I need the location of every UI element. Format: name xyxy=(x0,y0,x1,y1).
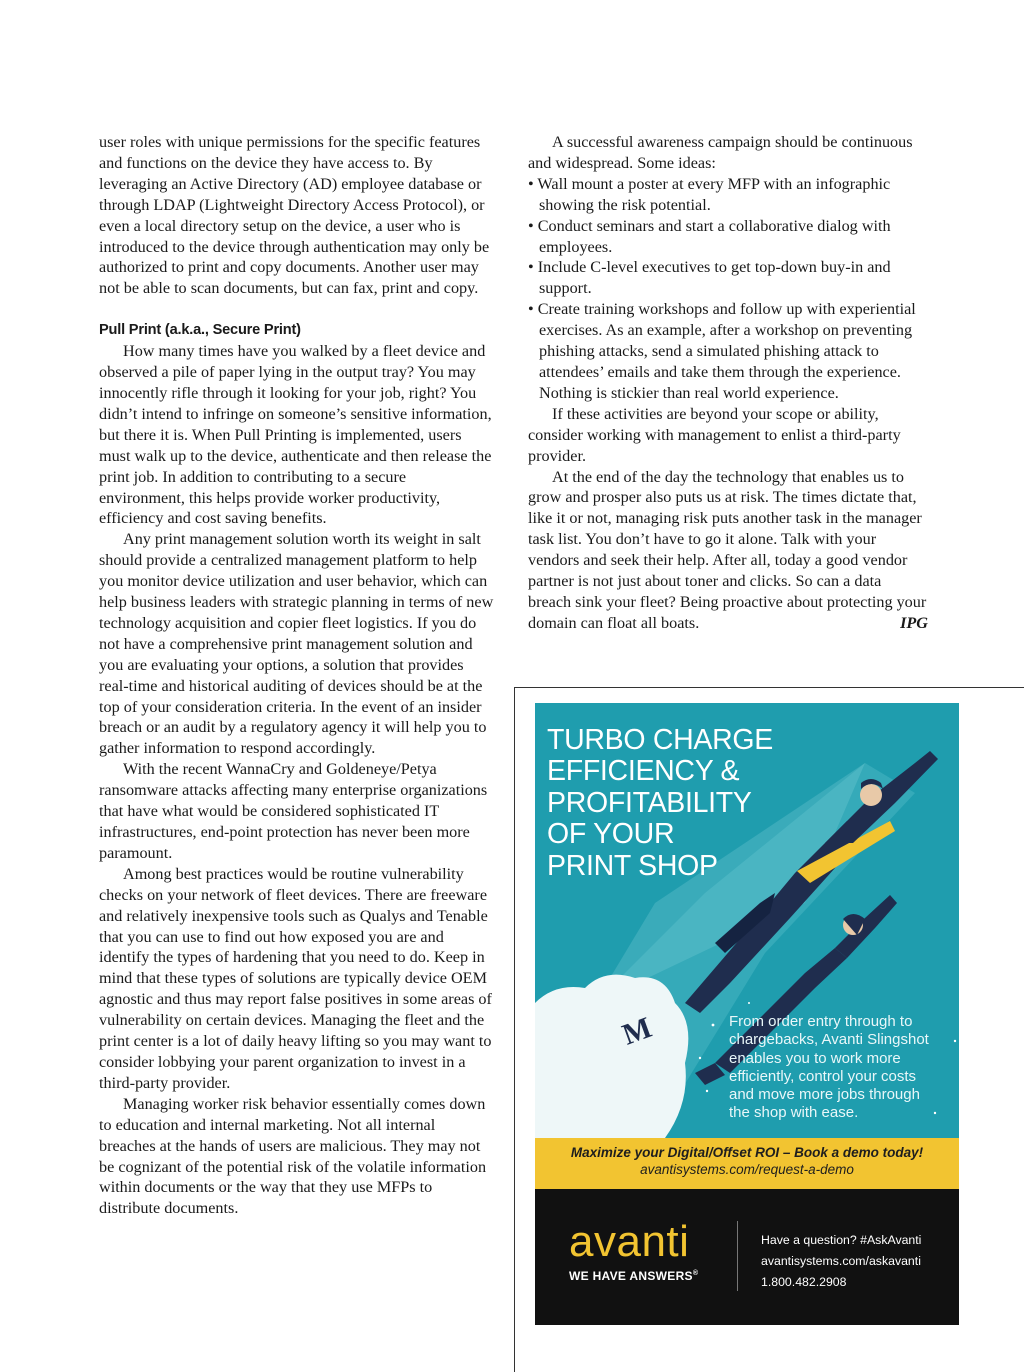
trademark-symbol: ® xyxy=(692,1270,699,1277)
ad-cta-url[interactable]: avantisystems.com/request-a-demo xyxy=(640,1162,854,1177)
contact-phone[interactable]: 1.800.482.2908 xyxy=(761,1275,847,1289)
ad-headline xyxy=(547,725,773,882)
paragraph: Among best practices would be routine vulnerability checks on your network of fleet devices. There are freeware and relatively inexpensive tools such as Qualys and Tenable that you can use to find out how exposed you are and identify the types of hardening that you need to do. Keep in mind that these types of solutions are typically device OEM agnostic and thus may report false positives in some areas of vulnerability on certain devices. Managing the fleet and the print center is a lot of daily heavy lifting so you may want to consider lobbying your parent organization to invest in a third-party provider. xyxy=(99,864,492,1092)
paragraph: With the recent WannaCry and Goldeneye/Petya ransomware attacks affecting many enterprise organizations that have what would be considered sophisticated IT infrastructures, end-point protection has never been more paramount. xyxy=(99,760,488,862)
headline-line: EFFICIENCY & xyxy=(547,755,740,788)
headline-line: TURBO CHARGE xyxy=(547,724,774,756)
avanti-logo: avanti xyxy=(569,1217,690,1266)
ad-frame-top-rule xyxy=(514,687,1024,688)
ad-body-text: From order entry through to chargebacks, Avanti Slingshot enables you to work more efficiently, control your costs and move more jobs through the shop with ease. xyxy=(729,1013,929,1122)
section-heading: Pull Print (a.k.a., Secure Print) xyxy=(99,322,301,339)
ad-cta-banner[interactable] xyxy=(535,1138,959,1189)
bullet-item: • Create training workshops and follow up with experiential exercises. As an example, after a workshop on preventing phishing attacks, send a simulated phishing attack to attendees’ emails and take them through the experience. Nothing is stickier than real world experience. xyxy=(528,300,916,402)
paragraph: Any print management solution worth its weight in salt should provide a centralized management platform to help you monitor device utilization and user behavior, which can help business leaders with strategic planning in terms of new technology acquisition and copier fleet logistics. If you do not have a comprehensive print management solution and you are evaluating your options, a solution that provides real-time and historical auditing of devices should be at the top of your consideration criteria. In the event of an insider breach or an audit by a regulatory agency it will help you to gather information to respond accordingly. xyxy=(99,530,494,758)
ad-hero xyxy=(535,703,959,1138)
closing-text: At the end of the day the technology that enables us to grow and prosper also puts us at risk. The times dictate that, like it or not, managing risk puts another task in the manager task list. You don’t have to go it alone. Talk with your vendors and seek their help. After all, today a good vendor partner is not just about toner and clicks. So can a data breach sink your fleet? Being proactive about protecting your domain can float all boats. xyxy=(528,467,927,632)
headline-line: PRINT SHOP xyxy=(547,849,718,882)
headline-line: PROFITABILITY xyxy=(547,786,752,819)
paragraph-closing xyxy=(528,467,928,634)
avanti-advertisement[interactable] xyxy=(535,703,959,1325)
paragraph: A successful awareness campaign should be continuous and widespread. Some ideas: xyxy=(528,133,913,172)
rocket-glyph: M xyxy=(618,1010,657,1052)
cloud-shape xyxy=(535,975,688,1138)
signoff: IPG xyxy=(900,613,928,632)
paragraph: Managing worker risk behavior essentially comes down to education and internal marketing. Not all internal breaches at the hands of users are malicious. They may not be cognizant of the potential risk of the volatile information within documents or the way that they use MFPs to distribute documents. xyxy=(99,1094,487,1218)
ad-frame-left-rule xyxy=(514,687,515,1372)
contact-url[interactable]: avantisystems.com/askavanti xyxy=(761,1254,921,1268)
paragraph: If these activities are beyond your scope or ability, consider working with management to enlist a third-party provider. xyxy=(528,404,901,465)
left-column xyxy=(99,132,494,1219)
ad-cta-headline: Maximize your Digital/Offset ROI – Book a demo today! xyxy=(570,1145,924,1160)
tagline-text: WE HAVE ANSWERS xyxy=(569,1269,693,1283)
ad-footer xyxy=(535,1189,959,1325)
avanti-tagline xyxy=(569,1269,698,1283)
ad-contact-block xyxy=(761,1230,921,1293)
contact-question: Have a question? #AskAvanti xyxy=(761,1233,922,1247)
right-column xyxy=(528,132,928,634)
bullet-item: • Wall mount a poster at every MFP with an infographic showing the risk potential. xyxy=(528,174,891,214)
paragraph: How many times have you walked by a fleet device and observed a pile of paper lying in the output tray? You may innocently rifle through it looking for your job, right? You didn’t intend to infringe on someone’s sensitive information, but there it is. When Pull Printing is implemented, users must walk up to the device, authenticate and then release the print job. In addition to contributing to a secure environment, this helps provide worker productivity, efficiency and cost saving benefits. xyxy=(99,342,492,528)
footer-divider xyxy=(737,1221,738,1291)
bullet-item: • Include C-level executives to get top-down buy-in and support. xyxy=(528,258,891,298)
paragraph: user roles with unique permissions for the specific features and functions on the device they have access to. By leveraging an Active Directory (AD) employee database or through LDAP (Lightweight Directory Access Protocol), or even a local directory setup on the device, a user who is introduced to the device through authentication may only be authorized to print and copy documents. Another user may not be able to scan documents, but can fax, print and copy. xyxy=(99,133,490,298)
bullet-item: • Conduct seminars and start a collaborative dialog with employees. xyxy=(528,216,891,256)
headline-line: OF YOUR xyxy=(547,818,675,851)
